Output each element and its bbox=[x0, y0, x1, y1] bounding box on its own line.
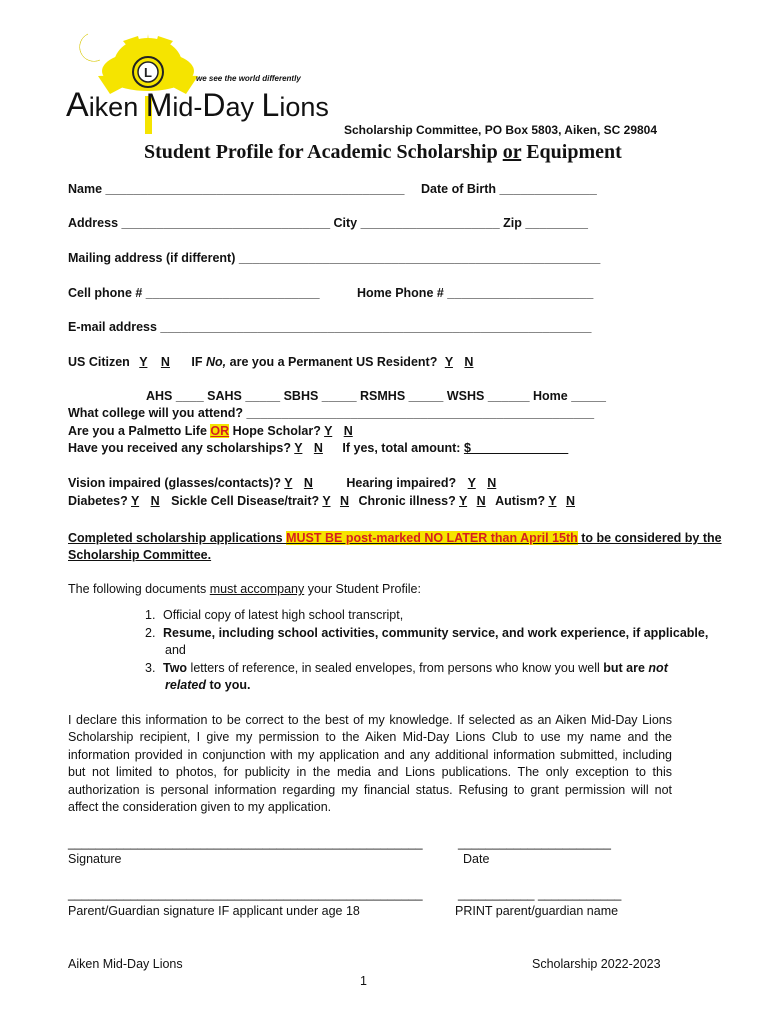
college-field[interactable]: What college will you attend? __________________________________________________ bbox=[68, 406, 595, 420]
declaration-paragraph: I declare this information to be correct to the best of my knowledge. If selected as an Aiken Mid-Day Lions Scholarship recipient, I give my permission to the Aiken Mid-Day Lions Club to use my name and the information provided in conjunction with my application and any additional information submitted, including but not limited to photos, for publicity in the media and Lions publications. The only exception to this authorization is personal information regarding my financial status. Refusing to grant permission will not affect the consideration given to my application. bbox=[68, 713, 672, 815]
received-yes-option[interactable]: Y bbox=[294, 441, 303, 455]
footer-right: Scholarship 2022-2023 bbox=[532, 957, 661, 971]
deadline-notice-line2: Scholarship Committee. bbox=[68, 548, 212, 562]
palmetto-hope-row: Are you a Palmetto Life OR Hope Scholar? Y N bbox=[68, 424, 353, 438]
deadline-highlight: MUST BE post-marked NO LATER than April 15th bbox=[286, 531, 578, 545]
date-label: Date bbox=[463, 852, 490, 866]
parent-print-name-line[interactable]: ___________ ____________ bbox=[458, 887, 622, 901]
scholarship-amount-field[interactable]: $______________ bbox=[463, 441, 569, 455]
signature-label: Signature bbox=[68, 852, 122, 866]
diabetes-yes-option[interactable]: Y bbox=[131, 494, 140, 508]
health-conditions-row: Diabetes? Y N Sickle Cell Disease/trait? Y N Chronic illness? Y N Autism? Y N bbox=[68, 494, 576, 508]
logo-tagline: we see the world differently bbox=[196, 74, 301, 83]
autism-no-option[interactable]: N bbox=[565, 494, 576, 508]
chronic-yes-option[interactable]: Y bbox=[459, 494, 468, 508]
citizen-yes-option[interactable]: Y bbox=[139, 355, 148, 369]
document-item-2-cont: and bbox=[165, 643, 186, 657]
logo-wordmark: Aiken Mid-Day Lions bbox=[66, 86, 329, 124]
palmetto-no-option[interactable]: N bbox=[343, 424, 353, 438]
page-title: Student Profile for Academic Scholarship or Equipment bbox=[144, 141, 622, 163]
document-item-3: 3. Two letters of reference, in sealed envelopes, from persons who know you well but are not bbox=[145, 661, 668, 675]
document-item-2: 2. Resume, including school activities, community service, and work experience, if applicable, bbox=[145, 626, 709, 640]
document-item-1: 1. Official copy of latest high school transcript, bbox=[145, 608, 404, 622]
scholarships-received-row: Have you received any scholarships? Y N If yes, total amount: $______________ bbox=[68, 441, 569, 455]
parent-signature-line[interactable]: ___________________________________________________ bbox=[68, 887, 423, 901]
citizenship-row: US Citizen Y N IF No, are you a Permanent US Resident? Y N bbox=[68, 355, 474, 369]
sickle-no-option[interactable]: N bbox=[339, 494, 350, 508]
parent-print-name-label: PRINT parent/guardian name bbox=[455, 904, 619, 918]
documents-intro: The following documents must accompany your Student Profile: bbox=[68, 582, 421, 596]
chronic-no-option[interactable]: N bbox=[476, 494, 486, 508]
parent-signature-label: Parent/Guardian signature IF applicant under age 18 bbox=[68, 904, 360, 918]
signature-line[interactable]: ___________________________________________________ bbox=[68, 836, 423, 850]
vision-no-option[interactable]: N bbox=[303, 476, 313, 490]
school-options[interactable]: AHS ____ SAHS _____ SBHS _____ RSMHS _____ WSHS ______ Home _____ bbox=[146, 389, 606, 403]
date-line[interactable]: ______________________ bbox=[458, 836, 611, 850]
vision-hearing-row: Vision impaired (glasses/contacts)? Y N Hearing impaired? Y N bbox=[68, 476, 497, 490]
palmetto-yes-option[interactable]: Y bbox=[324, 424, 333, 438]
crescent-moon-icon bbox=[80, 34, 100, 61]
citizen-no-option[interactable]: N bbox=[160, 355, 170, 369]
email-field[interactable]: E-mail address ______________________________________________________________ bbox=[68, 320, 592, 334]
document-item-3-cont: related to you. bbox=[165, 678, 251, 692]
diabetes-no-option[interactable]: N bbox=[150, 494, 160, 508]
home-phone-field[interactable]: Home Phone # _____________________ bbox=[357, 286, 594, 300]
resident-yes-option[interactable]: Y bbox=[444, 355, 453, 369]
hearing-no-option[interactable]: N bbox=[487, 476, 497, 490]
sickle-yes-option[interactable]: Y bbox=[322, 494, 331, 508]
committee-address: Scholarship Committee, PO Box 5803, Aiken, SC 29804 bbox=[344, 123, 658, 137]
lions-emblem-letter: L bbox=[144, 65, 152, 80]
mailing-address-field[interactable]: Mailing address (if different) ____________________________________________________ bbox=[68, 251, 601, 265]
footer-left: Aiken Mid-Day Lions bbox=[68, 957, 183, 971]
address-field[interactable]: Address ______________________________ City ____________________ Zip _________ bbox=[68, 216, 588, 230]
dob-field[interactable]: Date of Birth ______________ bbox=[421, 182, 597, 196]
deadline-notice: Completed scholarship applications MUST BE post-marked NO LATER than April 15th to be considered by the bbox=[68, 531, 722, 545]
vision-yes-option[interactable]: Y bbox=[284, 476, 293, 490]
received-no-option[interactable]: N bbox=[313, 441, 323, 455]
resident-no-option[interactable]: N bbox=[464, 355, 474, 369]
autism-yes-option[interactable]: Y bbox=[548, 494, 557, 508]
hearing-yes-option[interactable]: Y bbox=[467, 476, 476, 490]
name-field[interactable]: Name ___________________________________________ bbox=[68, 182, 405, 196]
page-number: 1 bbox=[360, 974, 367, 988]
cell-phone-field[interactable]: Cell phone # _________________________ bbox=[68, 286, 320, 300]
